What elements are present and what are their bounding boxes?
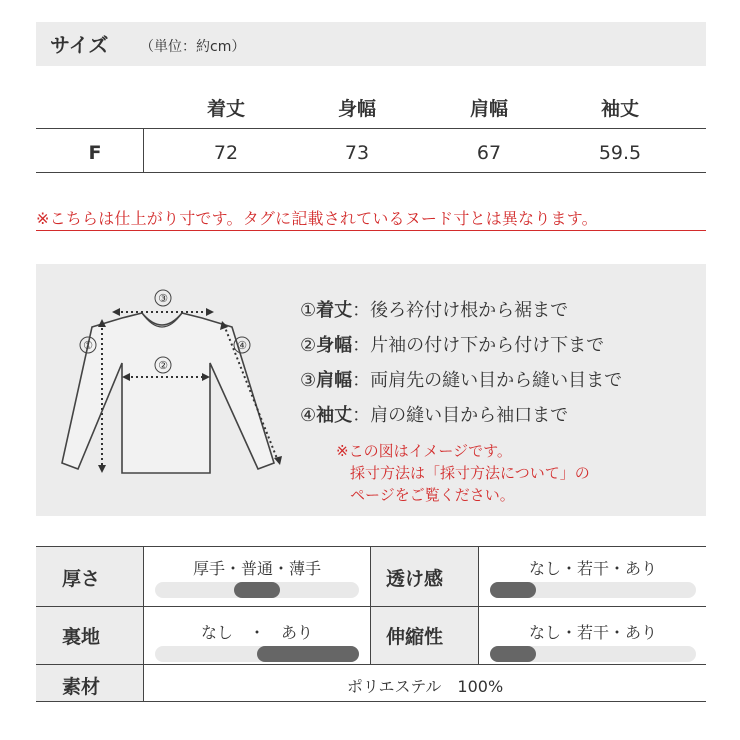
level-bar-transparency: [490, 582, 696, 598]
level-bar-thickness: [155, 582, 359, 598]
label-thickness: 厚さ: [62, 568, 101, 590]
measure-desc-3: ：両肩先の縫い目から縫い目まで: [352, 370, 623, 391]
measure-name-4: 袖丈: [316, 405, 353, 426]
table-bottom-rule: [36, 172, 706, 173]
measure-item-3: [300, 366, 622, 392]
image-note-line-1: ※この図はイメージです。: [336, 442, 512, 460]
table-divider: [143, 128, 144, 172]
measure-desc-2: ：片袖の付け下から付け下まで: [352, 335, 605, 356]
size-row-label: F: [88, 142, 102, 164]
label-material: 素材: [62, 676, 101, 698]
col-header-shoulder: 肩幅: [469, 98, 508, 120]
table-top-rule: [36, 128, 706, 129]
value-material: ポリエステル 100%: [346, 677, 504, 696]
attr-vrule-3: [478, 546, 479, 664]
level-bar-stretch: [490, 646, 696, 662]
diagram-mark-1: ①: [83, 339, 93, 352]
col-header-width: 身幅: [337, 98, 376, 120]
measure-name-2: 身幅: [316, 335, 353, 356]
image-note-line-2: 採寸方法は「採寸方法について」の: [350, 464, 590, 482]
value-sleeve: 59.5: [598, 142, 642, 164]
attr-rule-2: [36, 664, 706, 665]
diagram-mark-2: ②: [158, 359, 168, 372]
image-note-line-3: ページをご覧ください。: [350, 486, 515, 504]
attr-vrule-2: [370, 546, 371, 664]
measure-item-2: [300, 331, 604, 357]
options-stretch: なし・若干・あり: [528, 623, 657, 642]
label-lining: 裏地: [62, 626, 101, 648]
size-title: サイズ: [50, 33, 109, 57]
level-fill-lining: [257, 646, 359, 662]
level-fill-transparency: [490, 582, 536, 598]
measure-desc-4: ：肩の縫い目から袖口まで: [352, 405, 569, 426]
level-bar-lining: [155, 646, 359, 662]
diagram-mark-3: ③: [158, 292, 168, 305]
note-underline: [36, 230, 706, 231]
attr-rule-bottom: [36, 701, 706, 702]
options-thickness: 厚手・普通・薄手: [192, 559, 321, 578]
measure-name-3: 肩幅: [316, 370, 353, 391]
measure-num-2: ②: [300, 335, 317, 356]
measure-num-4: ④: [300, 405, 317, 426]
size-note: ※こちらは仕上がり寸です。タグに記載されているヌード寸とは異なります。: [36, 209, 598, 228]
label-transparency: 透け感: [386, 568, 444, 590]
col-header-sleeve: 袖丈: [600, 98, 639, 120]
options-transparency: なし・若干・あり: [528, 559, 657, 578]
level-fill-thickness: [234, 582, 280, 598]
diagram-mark-4: ④: [237, 339, 247, 352]
measure-num-1: ①: [300, 300, 317, 321]
value-length: 72: [213, 142, 239, 164]
attr-rule-top: [36, 546, 706, 547]
measure-num-3: ③: [300, 370, 317, 391]
value-width: 73: [344, 142, 370, 164]
attr-rule-1: [36, 606, 706, 607]
size-header-bar: [36, 22, 706, 66]
garment-diagram: [60, 285, 290, 495]
label-stretch: 伸縮性: [386, 626, 444, 648]
measure-name-1: 着丈: [316, 300, 353, 321]
measure-item-4: [300, 401, 568, 427]
col-header-length: 着丈: [206, 98, 245, 120]
size-unit: （単位：約cm）: [140, 39, 246, 55]
measure-item-1: [300, 296, 568, 322]
level-fill-stretch: [490, 646, 536, 662]
measure-desc-1: ：後ろ衿付け根から裾まで: [352, 300, 569, 321]
options-lining: なし ・ あり: [200, 623, 313, 642]
value-shoulder: 67: [476, 142, 502, 164]
